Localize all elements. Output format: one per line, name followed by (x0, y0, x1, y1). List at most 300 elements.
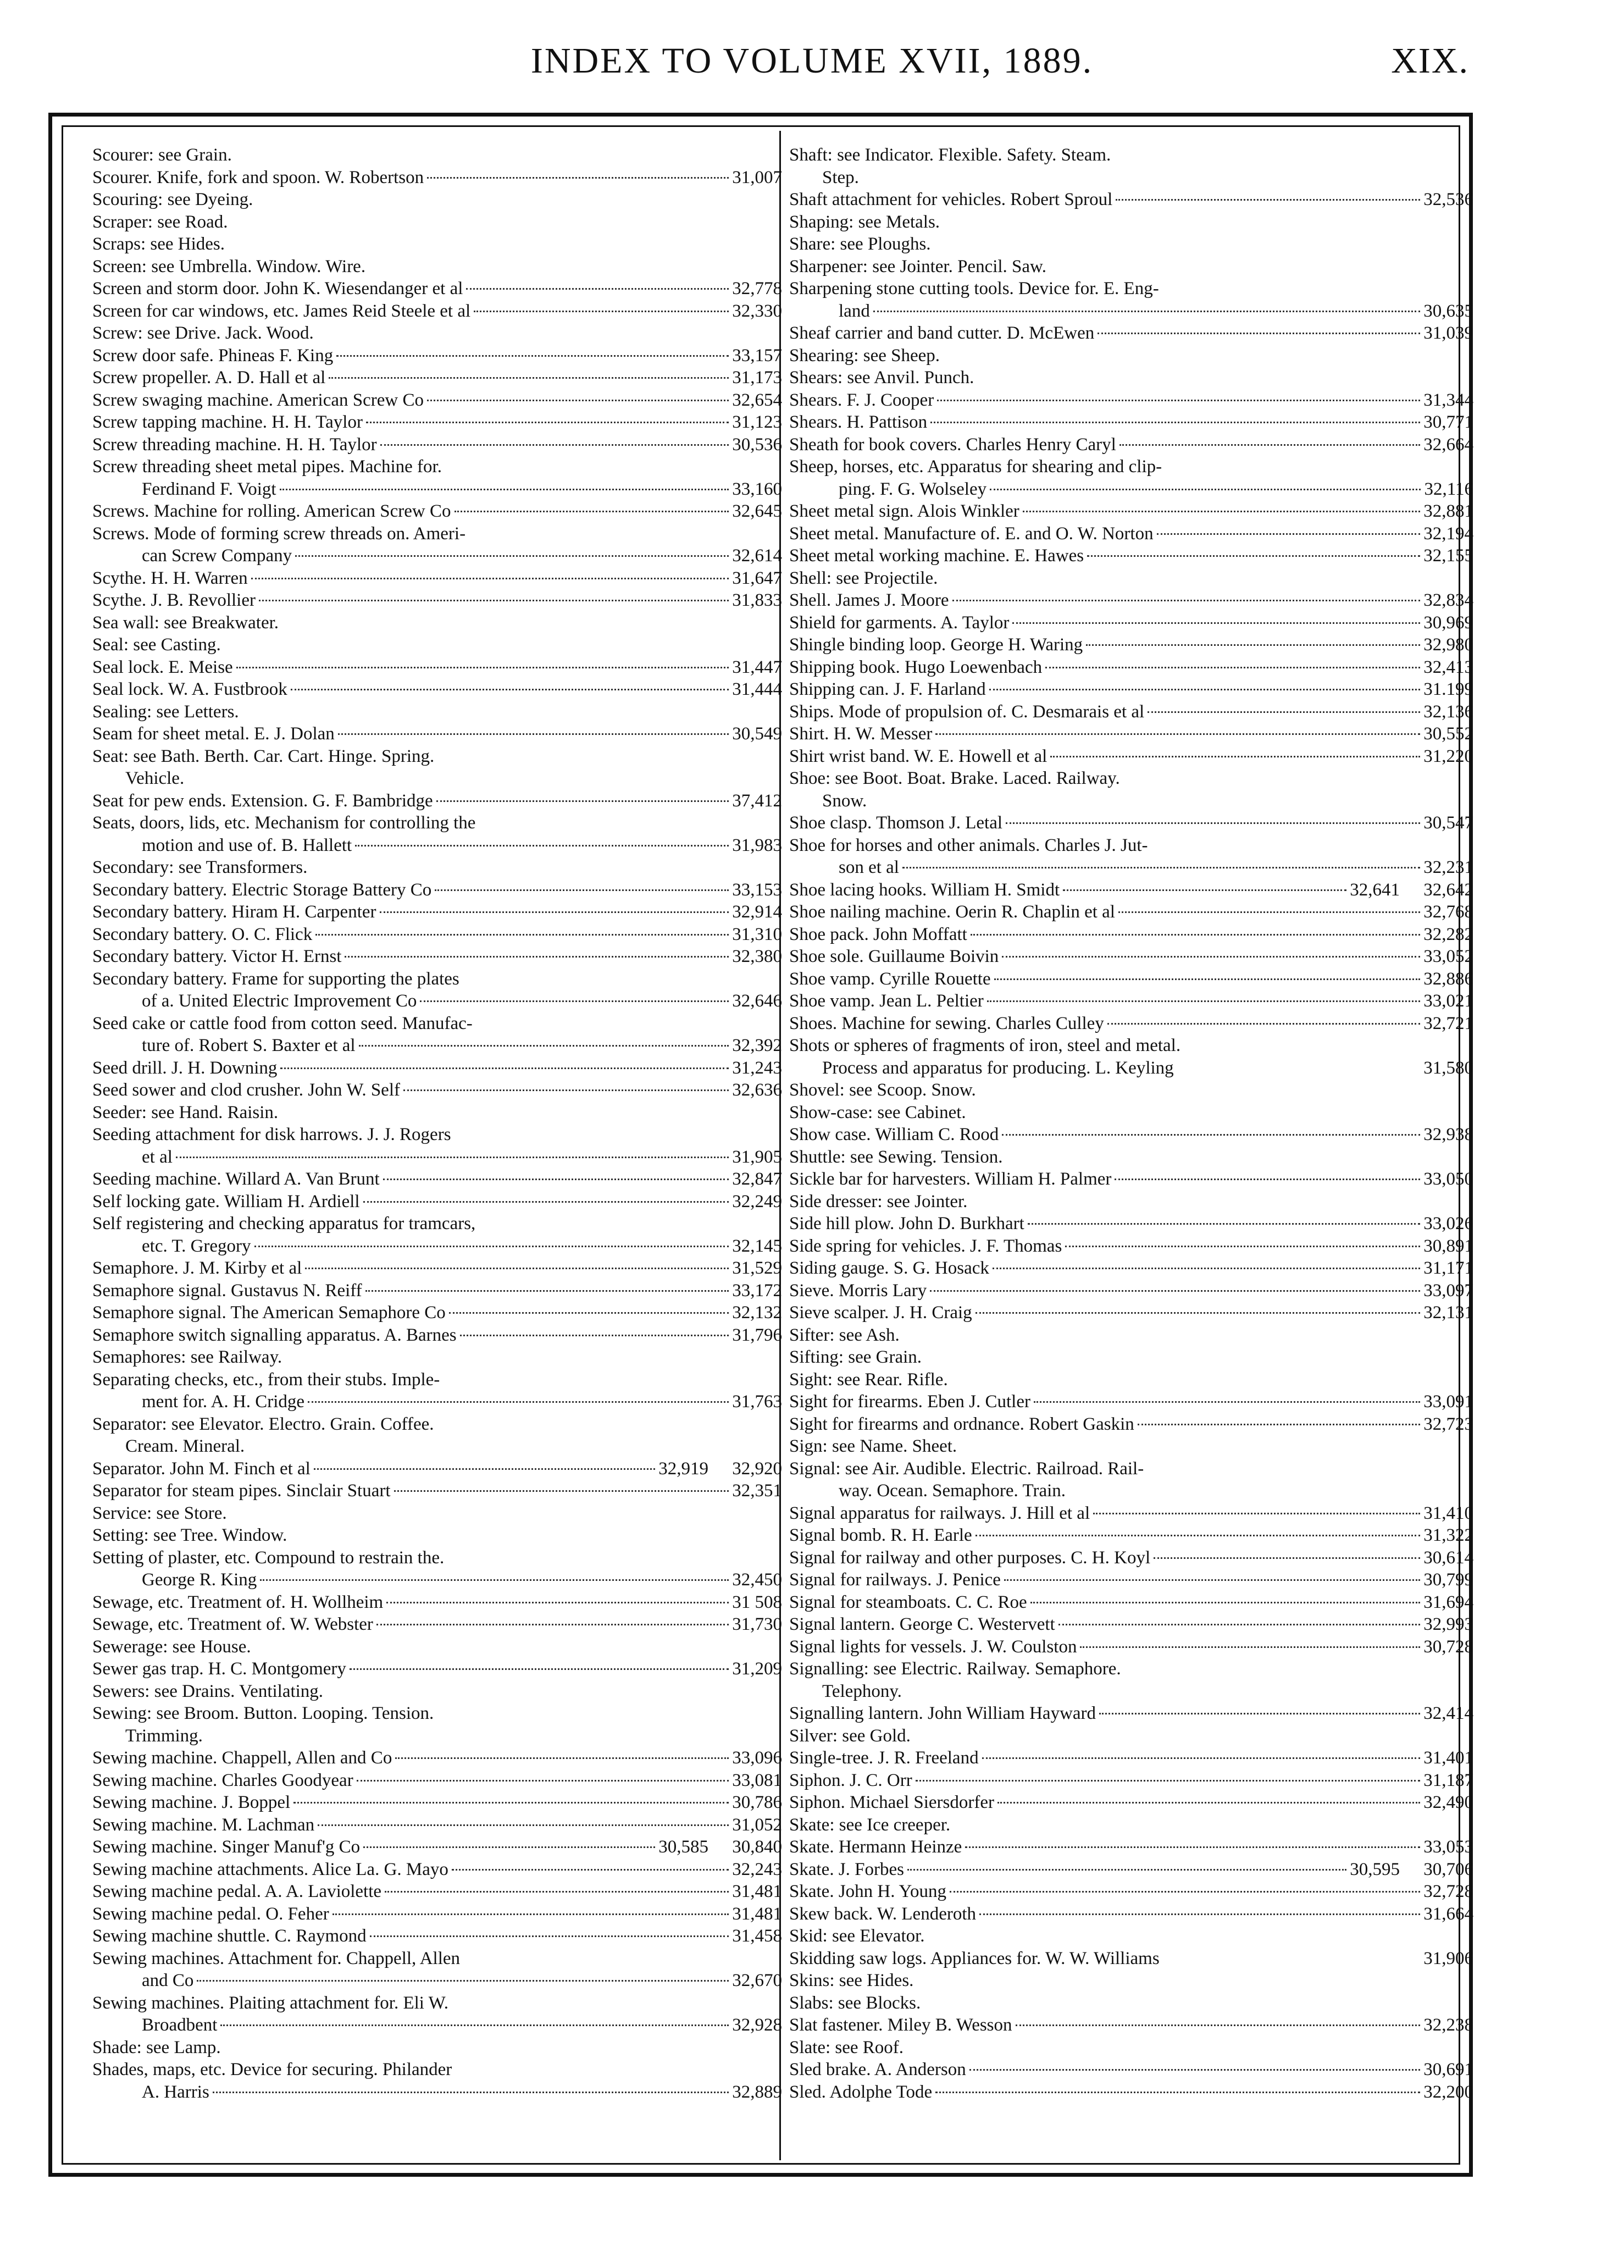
dot-leader (1006, 822, 1420, 824)
index-entry (789, 2037, 1473, 2059)
entry-number: 33,153 (732, 879, 782, 900)
dot-leader (363, 1201, 729, 1203)
entry-text: and Co (142, 1971, 194, 1990)
entry-number: 32,155 (1423, 546, 1473, 566)
entry-text: Side dresser: see Jointer. (789, 1191, 968, 1212)
index-entry (92, 1524, 782, 1547)
index-entry (92, 1658, 782, 1680)
index-entry (92, 723, 782, 745)
entry-number: 32,614 (732, 546, 782, 566)
index-entry (92, 278, 782, 300)
dot-leader (318, 1824, 729, 1826)
entry-text: Sheet metal sign. Alois Winkler (789, 501, 1019, 521)
dot-leader (1093, 1513, 1420, 1514)
dot-leader (971, 934, 1420, 936)
entry-text: Screw threading sheet metal pipes. Machine for. (92, 457, 442, 477)
dot-leader (260, 1579, 729, 1581)
entry-number: 32,641 (1350, 879, 1400, 900)
entry-number: 31,444 (732, 679, 782, 699)
index-entry (92, 1168, 782, 1191)
index-entry (789, 411, 1473, 434)
entry-text: Shoe pack. John Moffatt (789, 924, 967, 944)
entry-text: Signalling: see Electric. Railway. Semaphore. (789, 1659, 1121, 1679)
entry-text: Shoe vamp. Jean L. Peltier (789, 991, 984, 1011)
entry-text: Sewers: see Drains. Ventilating. (92, 1681, 324, 1701)
entry-text: Self registering and checking apparatus for tramcars, (92, 1214, 476, 1233)
entry-text: Sheaf carrier and band cutter. D. McEwen (789, 323, 1095, 343)
entry-number: 32,490 (1423, 1793, 1473, 1812)
entry-text: Shears: see Anvil. Punch. (789, 368, 974, 388)
entry-text: Sewing machine. M. Lachman (92, 1815, 315, 1835)
index-entry (92, 2059, 782, 2081)
index-entry (92, 1035, 782, 1057)
entry-text: Service: see Store. (92, 1503, 227, 1523)
entry-text: Shirt wrist band. W. E. Howell et al (789, 746, 1047, 766)
entry-number: 32,645 (732, 501, 782, 521)
dot-leader (305, 1268, 729, 1269)
dot-leader (427, 177, 729, 179)
entry-text: Shots or spheres of fragments of iron, steel and metal. (789, 1036, 1181, 1055)
entry-text: Sieve. Morris Lary (789, 1280, 927, 1301)
entry-number: 31,730 (732, 1614, 782, 1634)
index-entry (92, 456, 782, 478)
entry-text: Broadbent (142, 2015, 218, 2035)
entry-text: Scourer: see Grain. (92, 145, 232, 165)
entry-text: Semaphore signal. Gustavus N. Reiff (92, 1280, 362, 1301)
entry-text: Sewing machine pedal. A. A. Laviolette (92, 1882, 382, 1901)
entry-text: Process and apparatus for producing. L. Keyling (822, 1058, 1174, 1078)
entry-text: Slate: see Roof. (789, 2037, 904, 2057)
index-entry (789, 1970, 1473, 1992)
entry-text: Shearing: see Sheep. (789, 345, 940, 366)
index-entry (789, 211, 1473, 234)
entry-text: Skidding saw logs. Appliances for. W. W. Williams (789, 1948, 1160, 1968)
index-entry (92, 434, 782, 456)
index-entry (789, 389, 1473, 412)
entry-number: 31,481 (732, 1904, 782, 1924)
entry-text: Screw threading machine. H. H. Taylor (92, 434, 377, 455)
entry-number: 32,914 (732, 902, 782, 922)
entry-text: Skins: see Hides. (789, 1971, 914, 1990)
index-entry (92, 1057, 782, 1080)
entry-text: Secondary battery. O. C. Flick (92, 924, 313, 944)
entry-text: Sea wall: see Breakwater. (92, 612, 279, 633)
entry-text: Shoe lacing hooks. William H. Smidt (789, 879, 1060, 900)
entry-text: Skate. John H. Young (789, 1882, 947, 1901)
entry-number: 32,136 (1423, 701, 1473, 722)
index-entry (789, 1257, 1473, 1280)
index-entry (92, 1079, 782, 1102)
entry-text: Sewage, etc. Treatment of. H. Wollheim (92, 1592, 384, 1612)
left-index-column (92, 144, 782, 2103)
entry-text: Skew back. W. Lenderoth (789, 1904, 977, 1924)
index-entry (92, 589, 782, 612)
entry-text: Sheep, horses, etc. Apparatus for shearing and clip- (789, 457, 1162, 477)
index-entry (92, 1257, 782, 1280)
index-entry (789, 456, 1473, 478)
dot-leader (873, 311, 1420, 312)
entry-text: Secondary battery. Hiram H. Carpenter (92, 902, 376, 922)
entry-text: Sign: see Name. Sheet. (789, 1436, 957, 1456)
index-entry (789, 523, 1473, 545)
page-title: INDEX TO VOLUME XVII, 1889. (530, 41, 1094, 81)
index-entry (789, 1146, 1473, 1169)
entry-number: 31,983 (732, 835, 782, 855)
entry-number: 30,771 (1423, 412, 1473, 432)
dot-leader (1028, 1223, 1420, 1225)
index-entry (92, 2037, 782, 2059)
index-entry (789, 1458, 1473, 1480)
dot-leader (930, 1290, 1420, 1292)
entry-number: 31,447 (732, 657, 782, 677)
entry-text: Shuttle: see Sewing. Tension. (789, 1147, 1003, 1167)
index-entry (92, 790, 782, 812)
index-entry (789, 2059, 1473, 2081)
dot-leader (950, 1891, 1420, 1893)
entry-number: 32,928 (732, 2015, 782, 2035)
index-entry (92, 856, 782, 879)
entry-text: Scythe. J. B. Revollier (92, 590, 256, 610)
entry-text: Separator: see Elevator. Electro. Grain. Coffee. (92, 1414, 434, 1434)
entry-text: Shirt. H. W. Messer (789, 724, 933, 744)
entry-number: 32,723 (1423, 1414, 1473, 1434)
entry-number-secondary: 30,706 (1423, 1859, 1473, 1879)
index-entry (92, 1146, 782, 1169)
index-entry (92, 167, 782, 189)
entry-number: 31.199 (1423, 679, 1473, 699)
entry-text: Shingle binding loop. George H. Waring (789, 635, 1083, 655)
entry-number: 33,157 (732, 345, 782, 366)
index-entry (789, 567, 1473, 590)
index-entry (92, 144, 782, 167)
index-entry (92, 1836, 782, 1858)
entry-number: 32,132 (732, 1303, 782, 1323)
dot-leader (365, 1290, 729, 1292)
index-entry (789, 189, 1473, 211)
entry-text: Shoe for horses and other animals. Charles J. Jut- (789, 835, 1148, 855)
entry-number: 32,414 (1423, 1703, 1473, 1723)
entry-number: 30,691 (1423, 2060, 1473, 2079)
entry-text: Shovel: see Scoop. Snow. (789, 1080, 976, 1100)
index-entry (92, 2014, 782, 2037)
entry-text: Shears. H. Pattison (789, 412, 928, 432)
dot-leader (1012, 622, 1420, 624)
dot-leader (213, 2092, 729, 2093)
entry-number: 30,969 (1423, 612, 1473, 633)
index-entry (92, 1458, 782, 1480)
entry-number: 31,039 (1423, 323, 1473, 343)
entry-number: 32,249 (732, 1191, 782, 1212)
index-entry (789, 167, 1473, 189)
entry-text: Telephony. (822, 1681, 902, 1701)
entry-text: Skate: see Ice creeper. (789, 1815, 951, 1835)
entry-text: Screw swaging machine. American Screw Co (92, 390, 424, 410)
index-entry (92, 322, 782, 345)
entry-text: Screen for car windows, etc. James Reid Steele et al (92, 301, 471, 321)
index-entry (92, 834, 782, 857)
entry-text: Sharpener: see Jointer. Pencil. Saw. (789, 256, 1046, 276)
entry-number: 30,728 (1423, 1636, 1473, 1657)
dot-leader (435, 889, 729, 891)
entry-number: 30,552 (1423, 724, 1473, 744)
index-entry (789, 1346, 1473, 1369)
dot-leader (220, 2024, 729, 2026)
index-entry (92, 1858, 782, 1881)
entry-number: 33,053 (1423, 1837, 1473, 1857)
index-entry (92, 233, 782, 256)
entry-text: Secondary: see Transformers. (92, 858, 308, 877)
entry-number: 31 508 (732, 1592, 782, 1612)
index-entry (92, 1992, 782, 2015)
dot-leader (455, 511, 729, 512)
index-entry (789, 300, 1473, 323)
entry-number: 32,889 (732, 2082, 782, 2102)
entry-text: Sight for firearms and ordnance. Robert Gaskin (789, 1414, 1134, 1434)
entry-number: 31,322 (1423, 1525, 1473, 1545)
entry-number: 33,096 (732, 1748, 782, 1768)
index-entry (789, 500, 1473, 523)
dot-leader (1099, 1713, 1420, 1714)
entry-text: Seeder: see Hand. Raisin. (92, 1102, 279, 1122)
entry-text: Setting of plaster, etc. Compound to restrain the. (92, 1547, 445, 1568)
entry-text: Shell: see Projectile. (789, 568, 938, 588)
dot-leader (380, 911, 729, 913)
dot-leader (474, 311, 729, 312)
entry-text: Semaphores: see Railway. (92, 1347, 282, 1367)
index-entry (92, 1102, 782, 1124)
index-entry (92, 678, 782, 701)
index-entry (789, 1369, 1473, 1391)
entry-number: 31,187 (1423, 1770, 1473, 1790)
dot-leader (376, 1624, 729, 1625)
entry-text: Sheet metal. Manufacture of. E. and O. W. Norton (789, 523, 1154, 544)
dot-leader (935, 733, 1420, 735)
entry-text: Seat for pew ends. Extension. G. F. Bambridge (92, 790, 433, 811)
entry-text: Sharpening stone cutting tools. Device for. E. Eng- (789, 279, 1159, 298)
entry-text: ment for. A. H. Cridge (142, 1392, 305, 1412)
entry-number: 31,123 (732, 412, 782, 432)
entry-text: Siphon. Michael Siersdorfer (789, 1793, 995, 1812)
dot-leader (1016, 2024, 1421, 2026)
index-entry (92, 523, 782, 545)
dot-leader (1002, 1134, 1420, 1136)
entry-text: Shade: see Lamp. (92, 2037, 221, 2057)
index-entry (92, 767, 782, 790)
index-entry (92, 1369, 782, 1391)
entry-number: 32,728 (1423, 1882, 1473, 1901)
entry-number: 32,194 (1423, 523, 1473, 544)
entry-text: Shaft attachment for vehicles. Robert Sproul (789, 190, 1113, 209)
index-entry (789, 1013, 1473, 1035)
entry-text: Screw door safe. Phineas F. King (92, 345, 334, 366)
index-entry (92, 1213, 782, 1235)
index-entry (92, 1191, 782, 1213)
entry-number: 33,050 (1423, 1169, 1473, 1189)
entry-number: 32,351 (732, 1481, 782, 1501)
index-entry (92, 612, 782, 634)
entry-number: 32,654 (732, 390, 782, 410)
index-entry (789, 2014, 1473, 2037)
entry-number: 32,200 (1423, 2082, 1473, 2102)
entry-text: Sewing machine. J. Boppel (92, 1793, 291, 1812)
index-entry (92, 1435, 782, 1458)
entry-text: Sealing: see Letters. (92, 701, 239, 722)
dot-leader (385, 1891, 729, 1893)
entry-text: Screws. Mode of forming screw threads on. Ameri- (92, 523, 466, 544)
entry-text: Seats, doors, lids, etc. Mechanism for controlling the (92, 813, 476, 833)
entry-text: Slabs: see Blocks. (789, 1993, 921, 2013)
index-entry (789, 745, 1473, 768)
entry-text: Scourer. Knife, fork and spoon. W. Robertson (92, 167, 424, 187)
index-entry (789, 1791, 1473, 1814)
dot-leader (982, 1757, 1421, 1759)
index-entry (789, 1858, 1473, 1881)
dot-leader (403, 1089, 729, 1091)
dot-leader (1116, 199, 1420, 201)
index-entry (789, 790, 1473, 812)
entry-number: 31,906 (1423, 1948, 1473, 1968)
index-entry (789, 1079, 1473, 1102)
index-entry (92, 1880, 782, 1903)
entry-number: 32,670 (732, 1971, 782, 1990)
entry-number: 33,097 (1423, 1280, 1473, 1301)
entry-number: 31,310 (732, 924, 782, 944)
entry-text: Sewing machine. Singer Manuf'g Co (92, 1837, 361, 1857)
entry-text: Secondary battery. Victor H. Ernst (92, 947, 342, 966)
dot-leader (975, 1535, 1421, 1536)
dot-leader (345, 956, 729, 958)
entry-text: Screen and storm door. John K. Wiesendanger et al (92, 279, 463, 298)
index-entry (789, 678, 1473, 701)
entry-number: 31,171 (1423, 1258, 1473, 1278)
entry-number: 31,410 (1423, 1503, 1473, 1523)
index-entry (789, 1235, 1473, 1258)
entry-text: Shaft: see Indicator. Flexible. Safety. Steam. (789, 145, 1111, 165)
right-index-column (789, 144, 1473, 2103)
index-entry (92, 1725, 782, 1747)
index-entry (92, 901, 782, 923)
index-entry (789, 612, 1473, 634)
index-entry (789, 144, 1473, 167)
entry-text: can Screw Company (142, 546, 292, 566)
entry-number: 33,160 (732, 479, 782, 499)
entry-number: 31,529 (732, 1258, 782, 1278)
entry-number: 33,081 (732, 1770, 782, 1790)
dot-leader (315, 934, 729, 936)
dot-leader (1115, 1179, 1420, 1180)
entry-text: Signal lights for vessels. J. W. Coulston (789, 1636, 1077, 1657)
index-entry (789, 1702, 1473, 1725)
dot-leader (308, 1401, 729, 1403)
entry-text: Skate. J. Forbes (789, 1859, 904, 1879)
entry-text: Share: see Ploughs. (789, 234, 931, 254)
index-entry (789, 879, 1473, 901)
index-entry (92, 990, 782, 1013)
index-entry (789, 723, 1473, 745)
entry-number: 30,614 (1423, 1547, 1473, 1568)
dot-leader (366, 422, 729, 423)
dot-leader (291, 689, 729, 690)
entry-number: 32,886 (1423, 969, 1473, 989)
index-entry (92, 1769, 782, 1792)
index-entry (92, 945, 782, 968)
index-entry (92, 1391, 782, 1413)
entry-number-secondary: 30,840 (732, 1837, 782, 1857)
dot-leader (395, 1757, 729, 1759)
entry-text: ture of. Robert S. Baxter et al (142, 1036, 356, 1055)
entry-text: Screw tapping machine. H. H. Taylor (92, 412, 363, 432)
entry-number: 30,585 (658, 1837, 708, 1857)
dot-leader (1004, 1579, 1420, 1581)
entry-text: Signal lantern. George C. Westervett (789, 1614, 1055, 1634)
dot-leader (359, 1045, 729, 1047)
entry-text: Siding gauge. S. G. Hosack (789, 1258, 989, 1278)
index-entry (92, 1413, 782, 1436)
entry-text: Seal lock. W. A. Fustbrook (92, 679, 287, 699)
dot-leader (1065, 1246, 1420, 1247)
entry-text: motion and use of. B. Hallett (142, 835, 352, 855)
entry-number: 31,344 (1423, 390, 1473, 410)
entry-number: 32,980 (1423, 635, 1473, 655)
entry-number: 33,026 (1423, 1214, 1473, 1233)
entry-text: son et al (839, 858, 899, 877)
entry-text: Seat: see Bath. Berth. Car. Cart. Hinge. Spring. (92, 746, 435, 766)
dot-leader (1118, 911, 1420, 913)
index-entry (789, 1636, 1473, 1658)
dot-leader (916, 1780, 1421, 1782)
entry-number: 32,938 (1423, 1125, 1473, 1144)
dot-leader (350, 1668, 729, 1670)
entry-number: 32,380 (732, 947, 782, 966)
entry-text: Scraps: see Hides. (92, 234, 225, 254)
entry-text: of a. United Electric Improvement Co (142, 991, 417, 1011)
entry-text: Signalling lantern. John William Hayward (789, 1703, 1096, 1723)
index-entry (789, 1302, 1473, 1324)
entry-number: 30,536 (732, 434, 782, 455)
index-entry (789, 990, 1473, 1013)
dot-leader (930, 422, 1420, 423)
index-entry (92, 1569, 782, 1591)
entry-text: Signal bomb. R. H. Earle (789, 1525, 972, 1545)
dot-leader (293, 1802, 729, 1804)
index-entry (789, 1324, 1473, 1347)
index-entry (789, 945, 1473, 968)
dot-leader (363, 1846, 655, 1848)
index-entry (789, 812, 1473, 834)
index-entry (789, 923, 1473, 946)
entry-number: 30,549 (732, 724, 782, 744)
dot-leader (436, 800, 729, 802)
index-entry (789, 545, 1473, 567)
dot-leader (452, 1869, 729, 1871)
entry-text: Snow. (822, 790, 867, 811)
entry-text: Show case. William C. Rood (789, 1125, 999, 1144)
entry-text: Sight for firearms. Eben J. Cutler (789, 1392, 1030, 1412)
entry-text: Side hill plow. John D. Burkhart (789, 1214, 1024, 1233)
dot-leader (1087, 555, 1420, 557)
index-entry (92, 300, 782, 323)
dot-leader (937, 400, 1420, 401)
entry-text: Siphon. J. C. Orr (789, 1770, 912, 1790)
index-entry (92, 656, 782, 679)
entry-number: 32,282 (1423, 924, 1473, 944)
index-entry (789, 345, 1473, 367)
index-entry (789, 834, 1473, 857)
entry-number: 32,536 (1423, 190, 1473, 209)
entry-text: Signal for railway and other purposes. C. H. Koyl (789, 1547, 1151, 1568)
index-entry (789, 1591, 1473, 1614)
entry-text: Sewing machine. Charles Goodyear (92, 1770, 353, 1790)
